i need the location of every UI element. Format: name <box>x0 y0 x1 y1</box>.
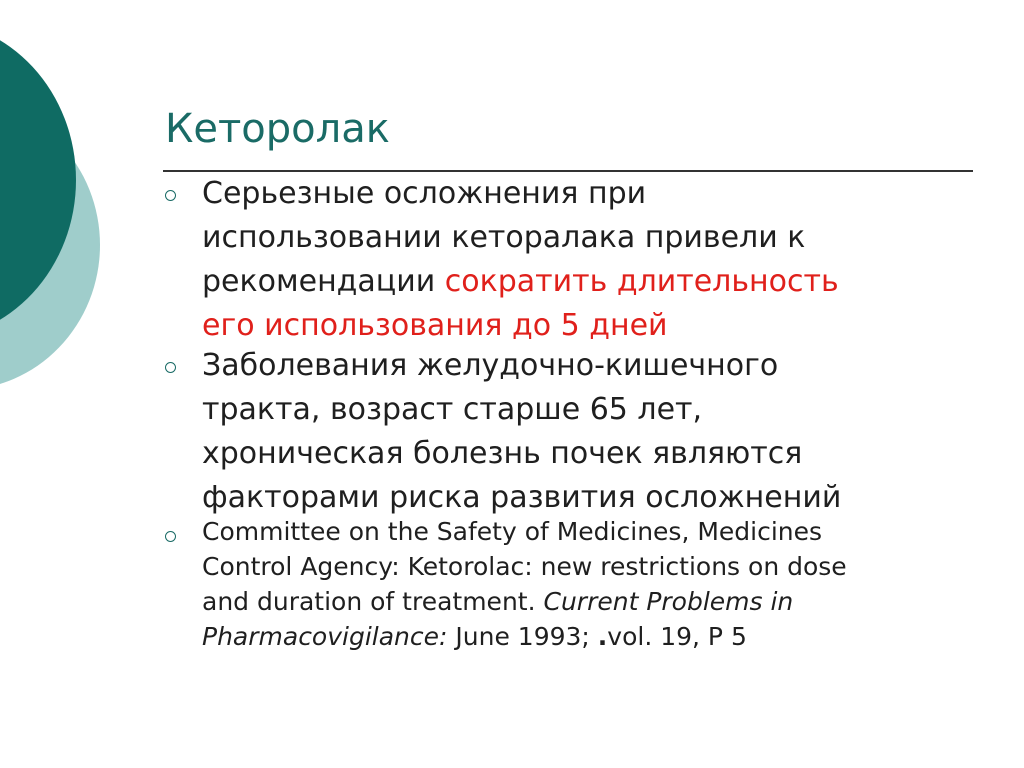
hollow-circle-bullet-icon <box>165 362 176 373</box>
bullet-1-line-2: использовании кеторалака привели к <box>202 220 806 255</box>
bullet-1-emphasis-b: его использования до 5 дней <box>202 308 668 343</box>
hollow-circle-bullet-icon <box>165 531 176 542</box>
bullet-1-text <box>202 172 962 348</box>
bullet-3-line-1: Committee on the Safety of Medicines, Medicines <box>202 517 823 546</box>
bullet-3-journal-b: Pharmacovigilance: <box>202 622 448 651</box>
bullet-2-line-1: Заболевания желудочно-кишечного <box>202 348 779 383</box>
bullet-2-marker <box>165 362 170 373</box>
bullet-1-line-3-plain: рекомендации <box>202 264 445 299</box>
bullet-3-date: June 1993; <box>447 622 598 651</box>
slide-title: Кеторолак <box>165 106 390 152</box>
bullet-3-text <box>202 514 972 654</box>
hollow-circle-bullet-icon <box>165 190 176 201</box>
bullet-2-line-3: хроническая болезнь почек являются <box>202 436 803 471</box>
bullet-1-marker <box>165 190 170 201</box>
bullet-2-line-4: факторами риска развития осложнений <box>202 480 842 515</box>
bullet-1-emphasis-a: сократить длительность <box>444 264 839 299</box>
bullet-3-journal-a: Current Problems in <box>543 587 794 616</box>
bullet-2-text <box>202 344 962 520</box>
bullet-3-vol-dot: . <box>597 622 608 651</box>
bullet-3-line-3: and duration of treatment. <box>202 587 544 616</box>
bullet-2-line-2: тракта, возраст старше 65 лет, <box>202 392 703 427</box>
bullet-3-vol: vol. 19, P 5 <box>607 622 747 651</box>
bullet-1-line-1: Серьезные осложнения при <box>202 176 647 211</box>
bullet-3-marker <box>165 531 170 542</box>
bullet-3-line-2: Control Agency: Ketorolac: new restrictions on dose <box>202 552 847 581</box>
